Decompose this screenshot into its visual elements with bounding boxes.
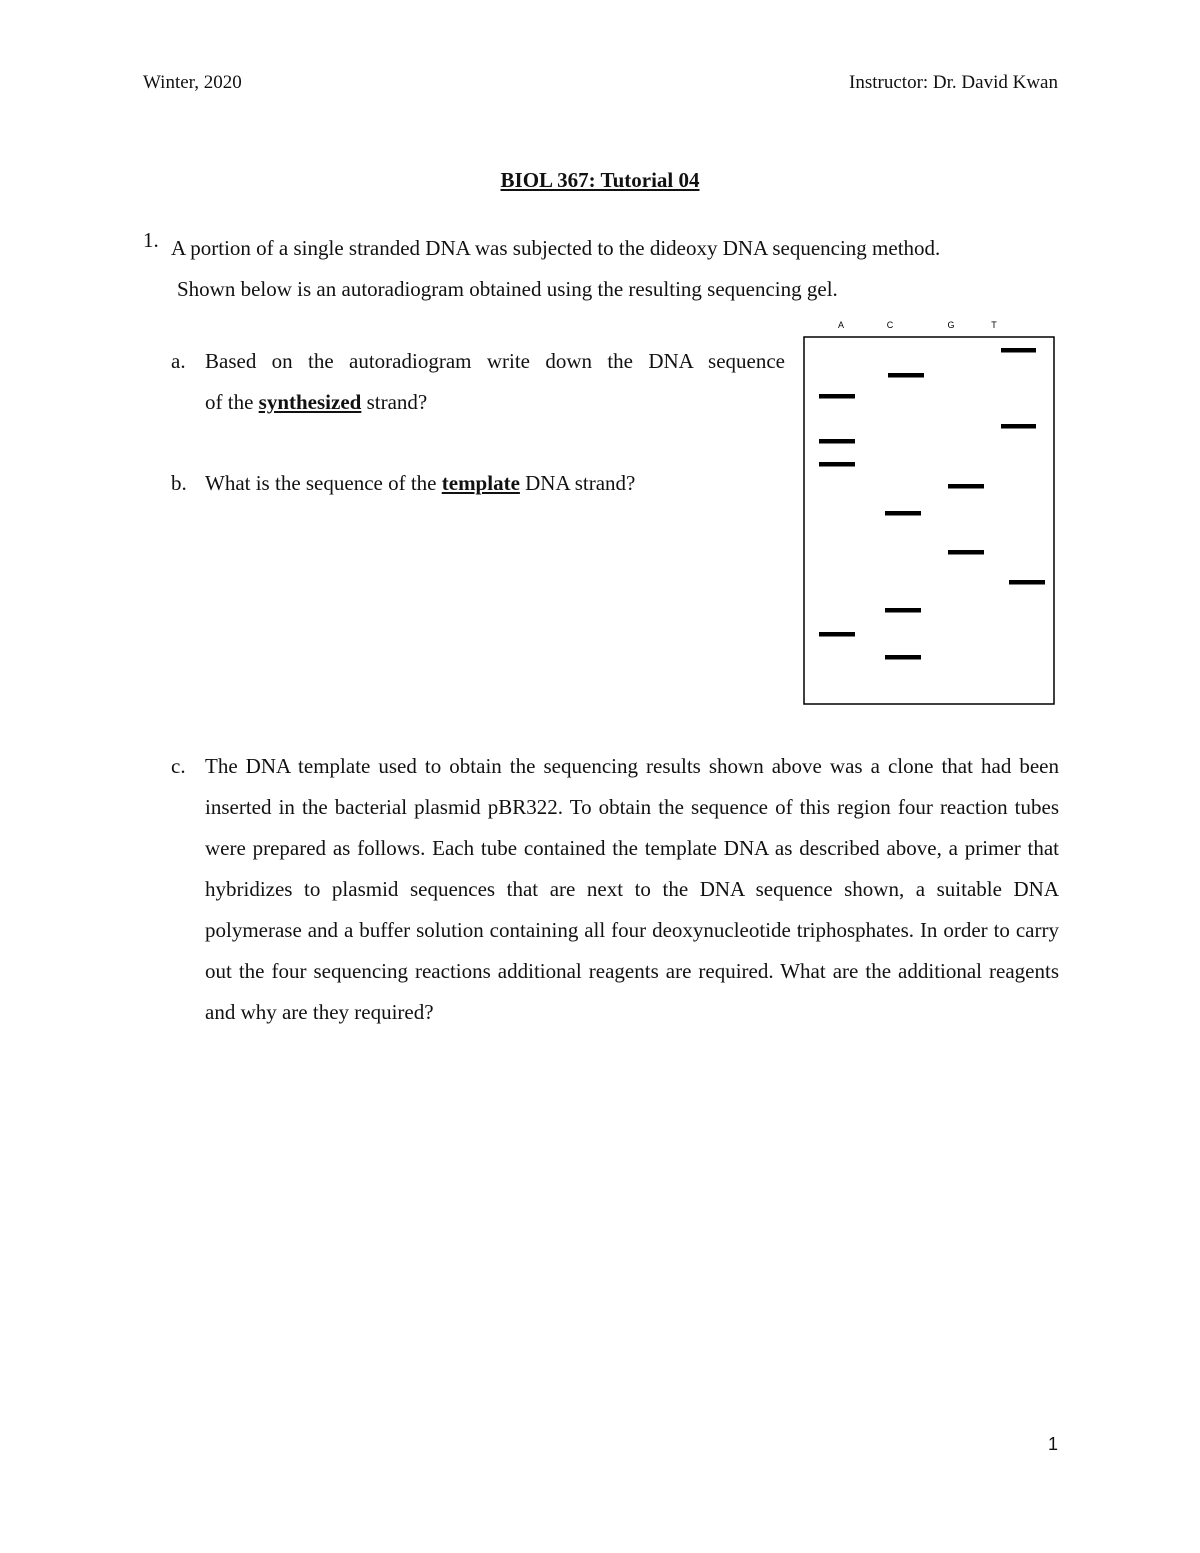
- question-1a-line-2: [205, 382, 785, 423]
- question-1a-line-1: Based on the autoradiogram write down the DNA sequence: [205, 349, 785, 373]
- lane-label-a: A: [837, 320, 845, 330]
- header-instructor: Instructor: Dr. David Kwan: [849, 72, 1058, 93]
- lane-label-g: G: [947, 320, 955, 330]
- band-t-3: [1009, 580, 1045, 585]
- question-1a-text: [205, 341, 785, 423]
- question-1a-line-2-pre: of the: [205, 390, 259, 414]
- gel-frame: [804, 337, 1054, 704]
- question-1a-label: a.: [171, 349, 186, 373]
- question-1c-label: c.: [171, 754, 186, 778]
- band-a-1: [819, 394, 855, 399]
- band-a-3: [819, 462, 855, 467]
- band-a-2: [819, 439, 855, 444]
- lane-label-t: T: [991, 320, 997, 330]
- question-1-number: 1.: [143, 228, 159, 252]
- band-g-1: [948, 484, 984, 489]
- question-1b-label: b.: [171, 471, 187, 495]
- synthesized-emphasis: synthesized: [258, 390, 362, 414]
- band-g-2: [948, 550, 984, 555]
- band-t-1: [1001, 348, 1036, 353]
- band-c-4: [885, 655, 921, 660]
- question-1b-pre: What is the sequence of the: [205, 471, 442, 495]
- band-c-3: [885, 608, 921, 613]
- page-number: 1: [1047, 1434, 1058, 1454]
- question-1-line-2: Shown below is an autoradiogram obtained using the resulting sequencing gel.: [177, 277, 838, 301]
- question-1c-text: The DNA template used to obtain the sequencing results shown above was a clone that had been inserted in the bacterial plasmid pBR322. To obtain the sequence of this region four reaction tubes were prepared as follows. Each tube contained the template DNA as described above, a primer that hybridizes to plasmid sequences that are next to the DNA sequence shown, a suitable DNA polymerase and a buffer solution containing all four deoxynucleotide triphosphates. In order to carry out the four sequencing reactions additional reagents are required. What are the additional reagents and why are they required?: [205, 754, 1059, 1024]
- band-c-1: [888, 373, 924, 378]
- gel-bands: [819, 348, 1045, 660]
- autoradiogram-gel: [800, 314, 1062, 710]
- band-a-4: [819, 632, 855, 637]
- header-term: Winter, 2020: [143, 72, 242, 93]
- lane-label-c: C: [886, 320, 894, 330]
- question-1a-line-2-post: strand?: [361, 390, 428, 414]
- page-title: BIOL 367: Tutorial 04: [500, 168, 700, 192]
- question-1b-text: [205, 463, 785, 504]
- question-1b-post: DNA strand?: [519, 471, 636, 495]
- question-1-line-1: A portion of a single stranded DNA was subjected to the dideoxy DNA sequencing method.: [171, 236, 941, 260]
- question-1-text: [171, 228, 1060, 310]
- band-c-2: [885, 511, 921, 516]
- band-t-2: [1001, 424, 1036, 429]
- template-emphasis: template: [441, 471, 520, 495]
